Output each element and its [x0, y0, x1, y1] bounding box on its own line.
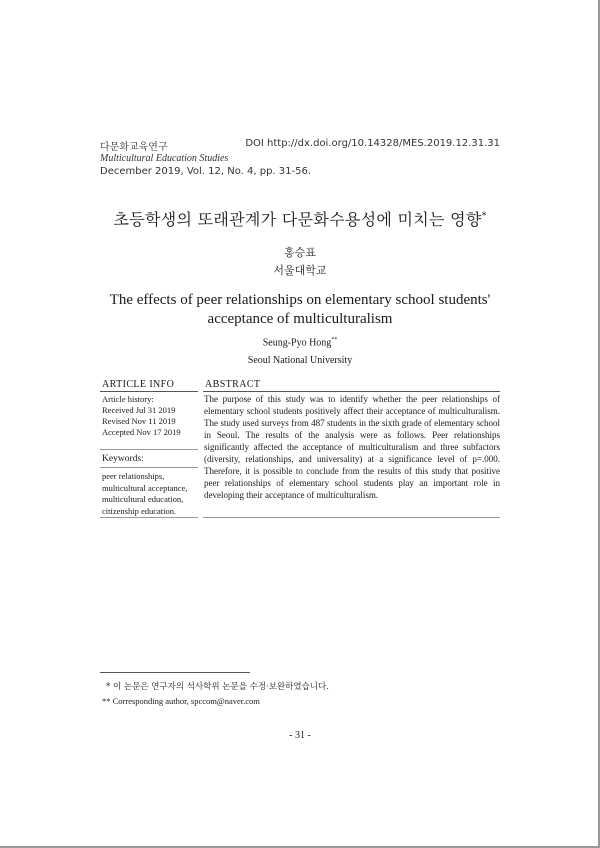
revised-date: Revised Nov 11 2019: [102, 416, 176, 426]
doi-link[interactable]: DOI http://dx.doi.org/10.14328/MES.2019.12.31.31: [245, 138, 500, 149]
abstract-bottom-rule: [203, 517, 500, 518]
affiliation-en: Seoul National University: [247, 355, 353, 366]
article-info-bottom-rule: [100, 517, 198, 518]
keyword-item: multicultural education,: [102, 494, 184, 504]
title-ko-text: 초등학생의 또래관계가 다문화수용성에 미치는 영향: [113, 210, 482, 229]
author-en-name: Seung-Pyo Hong: [262, 337, 332, 349]
author-ko: 홍승표: [284, 246, 316, 259]
page-number: - 31 -: [289, 730, 311, 741]
keywords-list: [102, 471, 187, 517]
history-label: Article history:: [102, 394, 154, 404]
journal-name-en: Multicultural Education Studies: [100, 153, 229, 164]
abstract-text: The purpose of this study was to identify whether the peer relationships of elementary school students positively affect their acceptance of multiculturalism. The study used surveys from 487 students in the sixth grade of elementary school in Seoul. The results of the analysis were as follows. Peer relationships significantly affected the acceptance of multiculturalism and three subfactors (diversity, relationships, and universality) at a significance level of p=.000. Therefore, it is possible to conclude from the results of this study that positive peer relationships of elementary school students play an important role in developing their acceptance of multiculturalism.: [204, 394, 500, 500]
abstract-rule: [203, 391, 500, 392]
keywords-mid-rule: [100, 467, 198, 468]
author-en-footnote-mark: **: [331, 337, 338, 343]
abstract-heading: ABSTRACT: [205, 379, 261, 390]
author-en: [0, 337, 600, 348]
footnote-2: ** Corresponding author, spccom@naver.com: [102, 696, 260, 706]
footnote-rule: [100, 672, 250, 673]
received-date: Received Jul 31 2019: [102, 405, 176, 415]
keywords-heading: Keywords:: [102, 454, 144, 464]
keyword-item: multicultural acceptance,: [102, 482, 188, 493]
title-ko: [0, 207, 600, 230]
issue-info: December 2019, Vol. 12, No. 4, pp. 31-56.: [100, 166, 312, 177]
title-ko-footnote-mark: *: [481, 211, 487, 222]
article-info-rule: [100, 391, 198, 392]
keywords-top-rule: [100, 449, 198, 450]
keyword-item: citizenship education.: [102, 505, 177, 516]
article-info-heading: ARTICLE INFO: [102, 379, 175, 390]
article-history: [102, 394, 181, 438]
accepted-date: Accepted Nov 17 2019: [102, 427, 181, 437]
footnote-1: * 이 논문은 연구자의 석사학위 논문을 수정·보완하였습니다.: [106, 682, 329, 692]
keyword-item: peer relationships,: [102, 471, 165, 481]
title-en: The effects of peer relationships on elementary school students' acceptance of multiculturalism: [109, 292, 491, 327]
affiliation-ko: 서울대학교: [273, 264, 327, 277]
journal-name-ko: 다문화교육연구: [100, 142, 168, 153]
